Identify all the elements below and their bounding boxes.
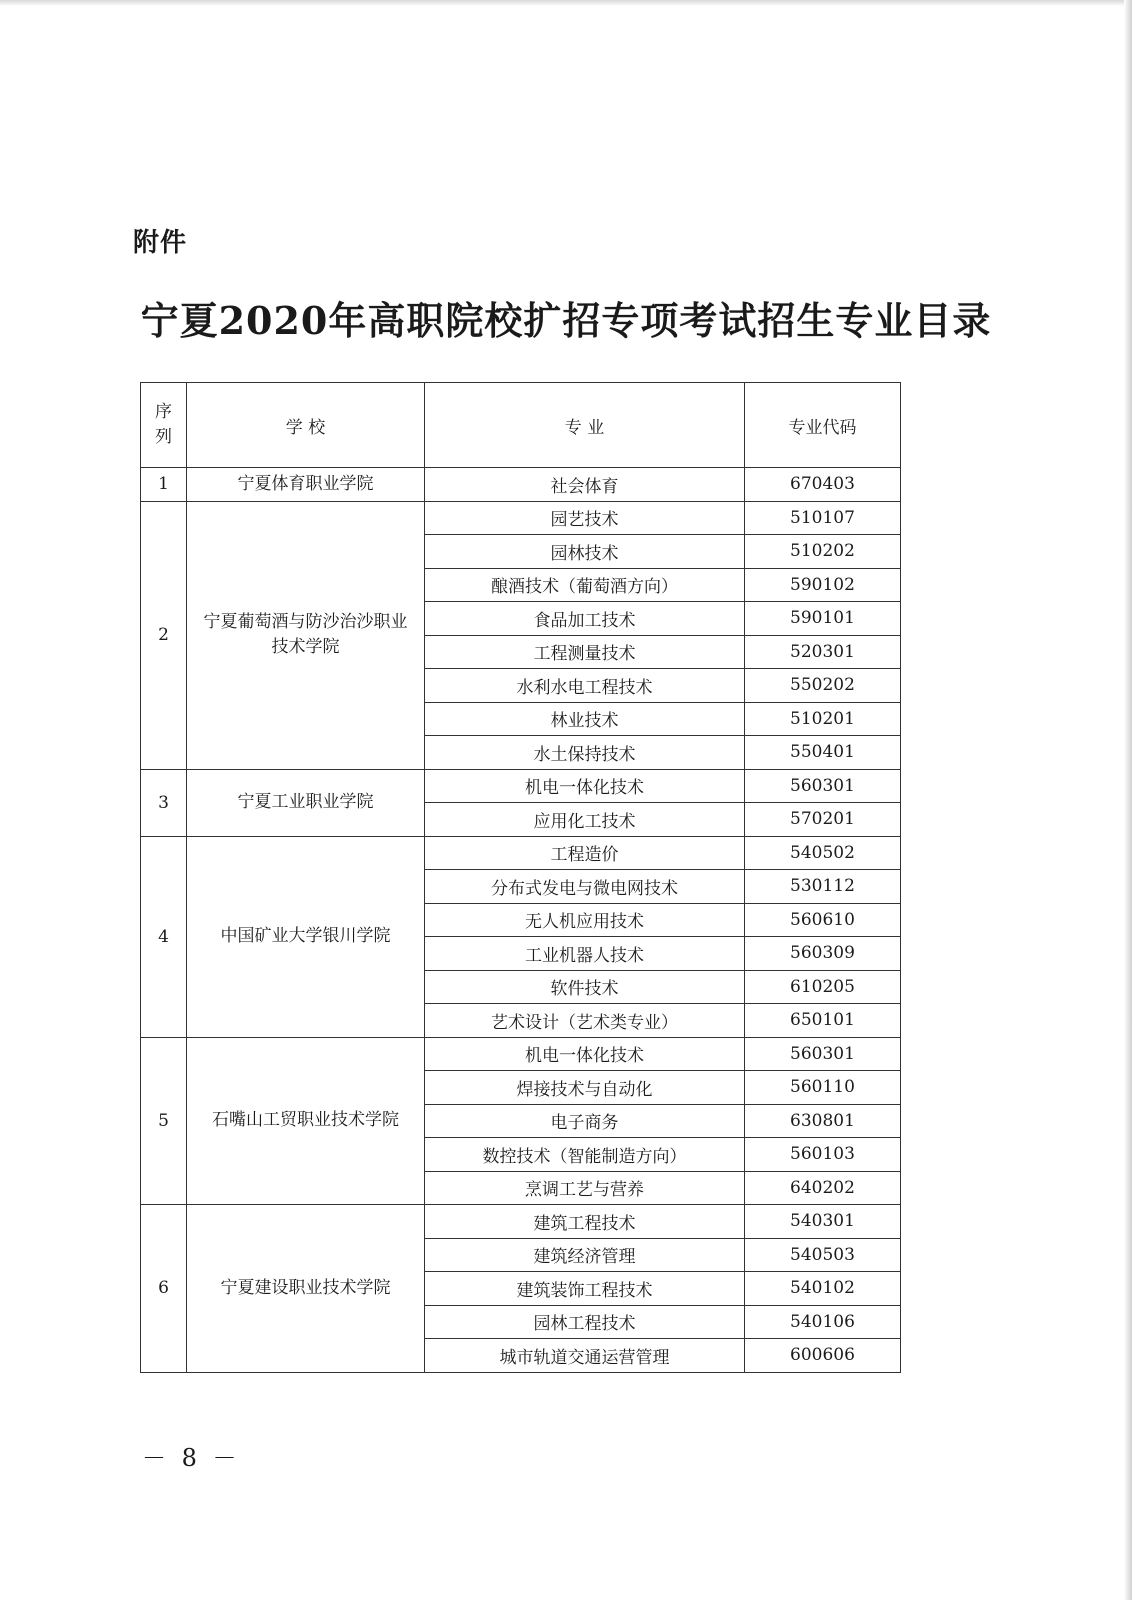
table-row: [141, 1205, 901, 1239]
school-cell: 宁夏建设职业技术学院: [187, 1205, 425, 1373]
code-cell: 560301: [745, 1037, 901, 1071]
table-row: [141, 468, 901, 502]
major-cell: 数控技术（智能制造方向）: [425, 1138, 745, 1172]
scan-edge-top: [0, 0, 1132, 6]
attachment-label: 附件: [133, 228, 188, 258]
seq-cell: 3: [141, 769, 187, 836]
major-cell: 应用化工技术: [425, 803, 745, 837]
major-cell: 酿酒技术（葡萄酒方向）: [425, 568, 745, 602]
table-header-row: [141, 383, 901, 468]
major-cell: 建筑工程技术: [425, 1205, 745, 1239]
code-cell: 570201: [745, 803, 901, 837]
code-cell: 510202: [745, 535, 901, 569]
code-cell: 510107: [745, 501, 901, 535]
table-body: [141, 468, 901, 1373]
table-row: [141, 836, 901, 870]
code-cell: 650101: [745, 1004, 901, 1038]
code-cell: 560309: [745, 937, 901, 971]
seq-cell: 1: [141, 468, 187, 502]
code-cell: 540503: [745, 1238, 901, 1272]
header-school: 学 校: [187, 383, 425, 468]
major-cell: 无人机应用技术: [425, 903, 745, 937]
code-cell: 610205: [745, 970, 901, 1004]
major-catalog-table: [140, 382, 901, 1373]
code-cell: 560110: [745, 1071, 901, 1105]
major-cell: 水土保持技术: [425, 736, 745, 770]
code-cell: 640202: [745, 1171, 901, 1205]
major-cell: 园林技术: [425, 535, 745, 569]
code-cell: 590101: [745, 602, 901, 636]
code-cell: 510201: [745, 702, 901, 736]
major-cell: 建筑装饰工程技术: [425, 1272, 745, 1306]
code-cell: 540301: [745, 1205, 901, 1239]
seq-cell: 4: [141, 836, 187, 1037]
code-cell: 530112: [745, 870, 901, 904]
school-cell: 宁夏体育职业学院: [187, 468, 425, 502]
page-number: － 8 －: [142, 1444, 241, 1472]
seq-cell: 2: [141, 501, 187, 769]
major-cell: 电子商务: [425, 1104, 745, 1138]
major-cell: 工业机器人技术: [425, 937, 745, 971]
major-cell: 工程测量技术: [425, 635, 745, 669]
code-cell: 540502: [745, 836, 901, 870]
header-seq: 序列: [141, 383, 187, 468]
major-cell: 社会体育: [425, 468, 745, 502]
code-cell: 520301: [745, 635, 901, 669]
table-row: [141, 1037, 901, 1071]
code-cell: 560610: [745, 903, 901, 937]
major-cell: 分布式发电与微电网技术: [425, 870, 745, 904]
major-cell: 园林工程技术: [425, 1305, 745, 1339]
seq-cell: 5: [141, 1037, 187, 1205]
major-cell: 软件技术: [425, 970, 745, 1004]
header-major: 专 业: [425, 383, 745, 468]
code-cell: 600606: [745, 1339, 901, 1373]
code-cell: 590102: [745, 568, 901, 602]
document-title: 宁夏2020年高职院校扩招专项考试招生专业目录: [140, 298, 992, 343]
code-cell: 550202: [745, 669, 901, 703]
code-cell: 670403: [745, 468, 901, 502]
major-cell: 工程造价: [425, 836, 745, 870]
school-cell: 中国矿业大学银川学院: [187, 836, 425, 1037]
table-row: [141, 501, 901, 535]
major-cell: 艺术设计（艺术类专业）: [425, 1004, 745, 1038]
major-cell: 城市轨道交通运营管理: [425, 1339, 745, 1373]
code-cell: 550401: [745, 736, 901, 770]
header-code: 专业代码: [745, 383, 901, 468]
school-cell: 石嘴山工贸职业技术学院: [187, 1037, 425, 1205]
school-cell: 宁夏葡萄酒与防沙治沙职业技术学院: [187, 501, 425, 769]
table-row: [141, 769, 901, 803]
major-cell: 水利水电工程技术: [425, 669, 745, 703]
major-cell: 园艺技术: [425, 501, 745, 535]
major-cell: 机电一体化技术: [425, 1037, 745, 1071]
code-cell: 540106: [745, 1305, 901, 1339]
scan-edge-right: [1124, 0, 1132, 1600]
major-cell: 建筑经济管理: [425, 1238, 745, 1272]
major-cell: 机电一体化技术: [425, 769, 745, 803]
code-cell: 560301: [745, 769, 901, 803]
major-cell: 焊接技术与自动化: [425, 1071, 745, 1105]
major-cell: 食品加工技术: [425, 602, 745, 636]
seq-cell: 6: [141, 1205, 187, 1373]
code-cell: 540102: [745, 1272, 901, 1306]
major-cell: 林业技术: [425, 702, 745, 736]
school-cell: 宁夏工业职业学院: [187, 769, 425, 836]
major-cell: 烹调工艺与营养: [425, 1171, 745, 1205]
code-cell: 560103: [745, 1138, 901, 1172]
code-cell: 630801: [745, 1104, 901, 1138]
